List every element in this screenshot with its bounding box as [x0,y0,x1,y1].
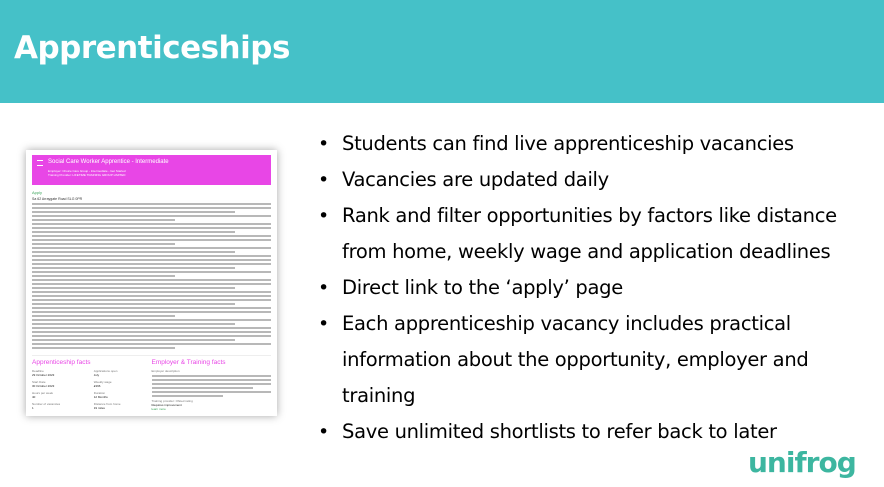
bullet-text: Vacancies are updated daily [342,168,609,191]
bullet-dot-icon: • [318,133,329,155]
fact-cell [32,369,90,377]
unifrog-logo: unifrog [748,446,856,479]
facts-grid [32,369,152,410]
fact-cell [94,380,152,388]
feature-bullet [316,306,876,414]
feature-bullet [316,162,876,198]
learn-more-link[interactable]: learn more [151,407,166,411]
training-provider-value: Requires improvement [151,403,182,407]
fact-label: Deadline [32,369,44,373]
feature-bullet [316,270,876,306]
feature-bullet [316,198,876,270]
fact-label: Distance from home [93,402,121,406]
fact-label: Number of vacancies [32,402,61,406]
feature-bullet [316,414,876,450]
fact-value: 30 October 2023 [32,384,55,388]
thumbnail-header [32,155,271,185]
menu-icon [37,160,43,166]
fact-cell [94,369,152,377]
fact-value: 40 [32,395,36,399]
bullet-text: Rank and filter opportunities by factors like distance from home, weekly wage and application deadlines [342,204,837,263]
facts-section [32,355,271,411]
fact-cell [32,391,90,399]
bullet-text: Students can find live apprenticeship vacancies [342,132,794,155]
fact-label: Weekly wage [93,380,112,384]
bullet-dot-icon: • [318,169,329,191]
fact-label: Duration [93,391,106,395]
thumbnail-title: Social Care Worker Apprentice - Intermediate [48,159,169,165]
location-text: Sa 62 Arraygate Road SLG 0PR [32,197,83,201]
fact-value: 1 [32,406,34,410]
thumbnail-body [26,185,277,414]
apprenticeship-facts [32,359,152,411]
bullet-dot-icon: • [318,313,329,335]
fact-cell [32,380,90,388]
bullet-dot-icon: • [318,277,329,299]
bullet-text: Direct link to the ‘apply’ page [342,276,623,299]
training-provider-label: Training provider: Ofsted rating [151,399,193,403]
employer-heading: Employer & Training facts [151,359,226,366]
employer-training-facts [152,359,272,411]
thumbnail-subtitle [48,169,126,177]
fact-label: Start Date [32,380,46,384]
feature-bullet [316,126,876,162]
provider-line: Training Provider: LIFETIME TRAINING GROUP LIMITED [48,173,126,177]
fact-value: July [93,373,100,377]
apply-link[interactable]: Apply [32,190,43,195]
fact-label: Applications open [93,369,118,373]
employer-description-label: Employer description [151,369,180,373]
fact-value: £396 [93,384,101,388]
slide-title: Apprenticeships [14,30,290,66]
fact-value: 19 miles [93,406,105,410]
employer-line: Employer: Choice Care Group - Intermediate - Get Started [48,169,126,173]
bullet-dot-icon: • [318,421,329,443]
fact-value: 29 October 2023 [32,373,55,377]
feature-bullet-list [316,126,876,450]
bullet-text: Each apprenticeship vacancy includes practical information about the opportunity, employer and training [342,312,809,407]
bullet-dot-icon: • [318,205,329,227]
description-text-block [32,203,271,349]
bullet-text: Save unlimited shortlists to refer back to later [342,420,777,443]
facts-heading: Apprenticeship facts [32,359,91,366]
fact-cell [94,391,152,399]
fact-cell [94,402,152,410]
header-bar [0,0,884,103]
vacancy-screenshot-thumbnail [26,150,277,416]
fact-value: 12 Months [93,395,108,399]
fact-label: Hours per week [32,391,54,395]
fact-cell [32,402,90,410]
